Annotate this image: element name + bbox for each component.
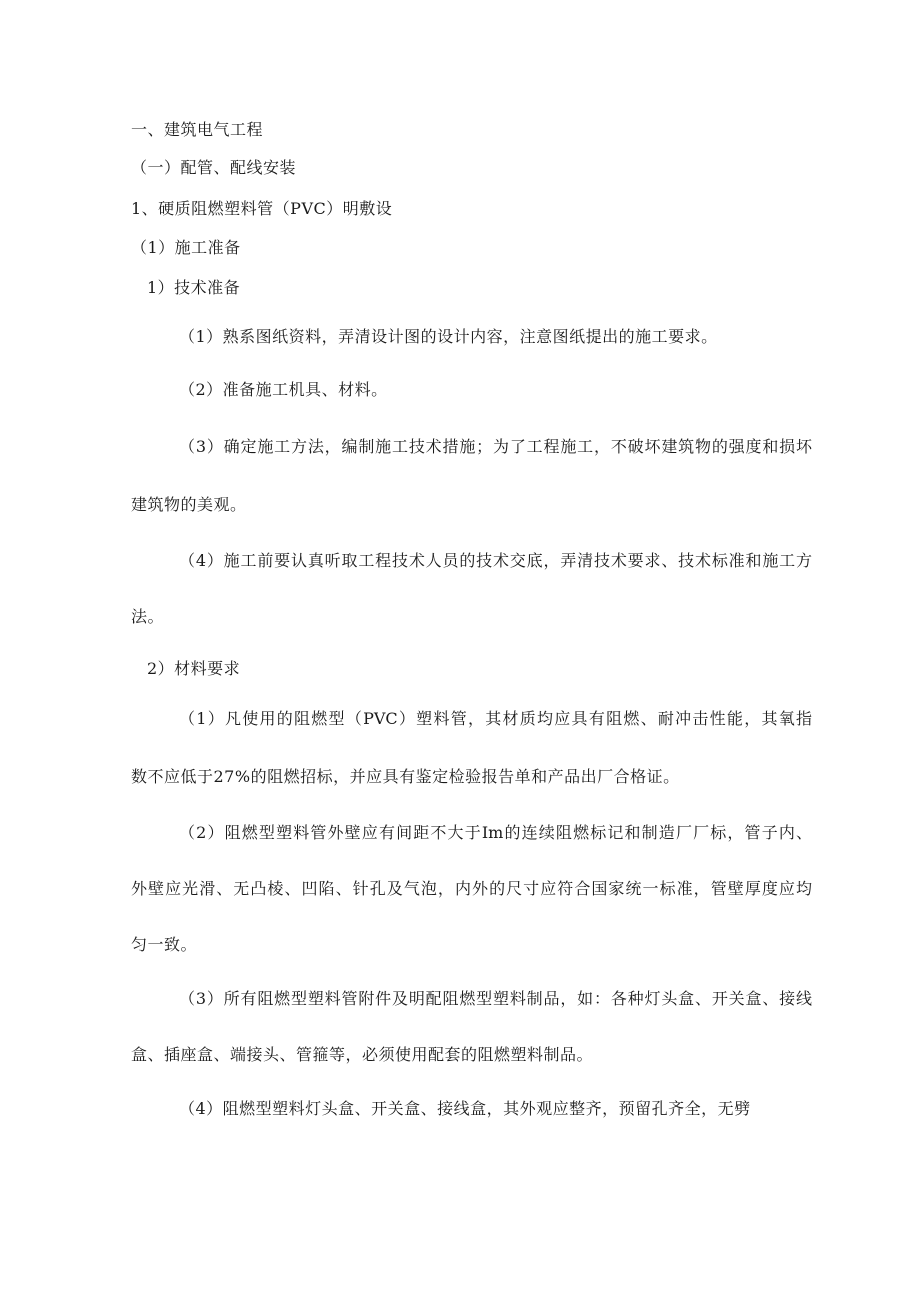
heading-material-req: 2）材料要求 <box>147 659 241 678</box>
tech-item-4-line-1: （4）施工前要认真听取工程技术人员的技术交底，弄清技术要求、技术标准和施工方 <box>179 551 812 570</box>
material-item-3-line-1: （3）所有阻燃型塑料管附件及明配阻燃型塑料制品，如：各种灯头盒、开关盒、接线 <box>179 989 812 1008</box>
tech-item-4-line-2: 法。 <box>131 607 165 626</box>
material-item-3-line-2: 盒、插座盒、端接头、管箍等，必须使用配套的阻燃塑料制品。 <box>131 1045 594 1064</box>
material-item-2-line-1: （2）阻燃型塑料管外壁应有间距不大于Im的连续阻燃标记和制造厂厂标，管子内、 <box>179 823 812 842</box>
heading-pvc-surface: 1、硬质阻燃塑料管（PVC）明敷设 <box>131 199 393 218</box>
heading-construction-prep: （1）施工准备 <box>131 238 241 257</box>
material-item-4-line-1: （4）阻燃型塑料灯头盒、开关盒、接线盒，其外观应整齐，预留孔齐全，无劈 <box>179 1099 751 1118</box>
material-item-2-line-3: 匀一致。 <box>131 935 198 954</box>
tech-item-3-line-1: （3）确定施工方法，编制施工技术措施；为了工程施工，不破坏建筑物的强度和损坏 <box>179 437 812 456</box>
tech-item-3-line-2: 建筑物的美观。 <box>131 495 247 514</box>
heading-building-electrical: 一、建筑电气工程 <box>131 120 264 139</box>
tech-item-1: （1）熟系图纸资料，弄清设计图的设计内容，注意图纸提出的施工要求。 <box>179 327 718 346</box>
material-item-1-line-2: 数不应低于27%的阻燃招标，并应具有鉴定检验报告单和产品出厂合格证。 <box>131 767 680 786</box>
heading-pipe-wiring: （一）配管、配线安装 <box>131 158 297 177</box>
heading-tech-prep: 1）技术准备 <box>147 278 241 297</box>
material-item-1-line-1: （1）凡使用的阻燃型（PVC）塑料管，其材质均应具有阻燃、耐冲击性能，其氧指 <box>179 709 812 728</box>
tech-item-2: （2）准备施工机具、材料。 <box>179 380 388 399</box>
material-item-2-line-2: 外壁应光滑、无凸棱、凹陷、针孔及气泡，内外的尺寸应符合国家统一标准，管壁厚度应均 <box>131 879 812 898</box>
